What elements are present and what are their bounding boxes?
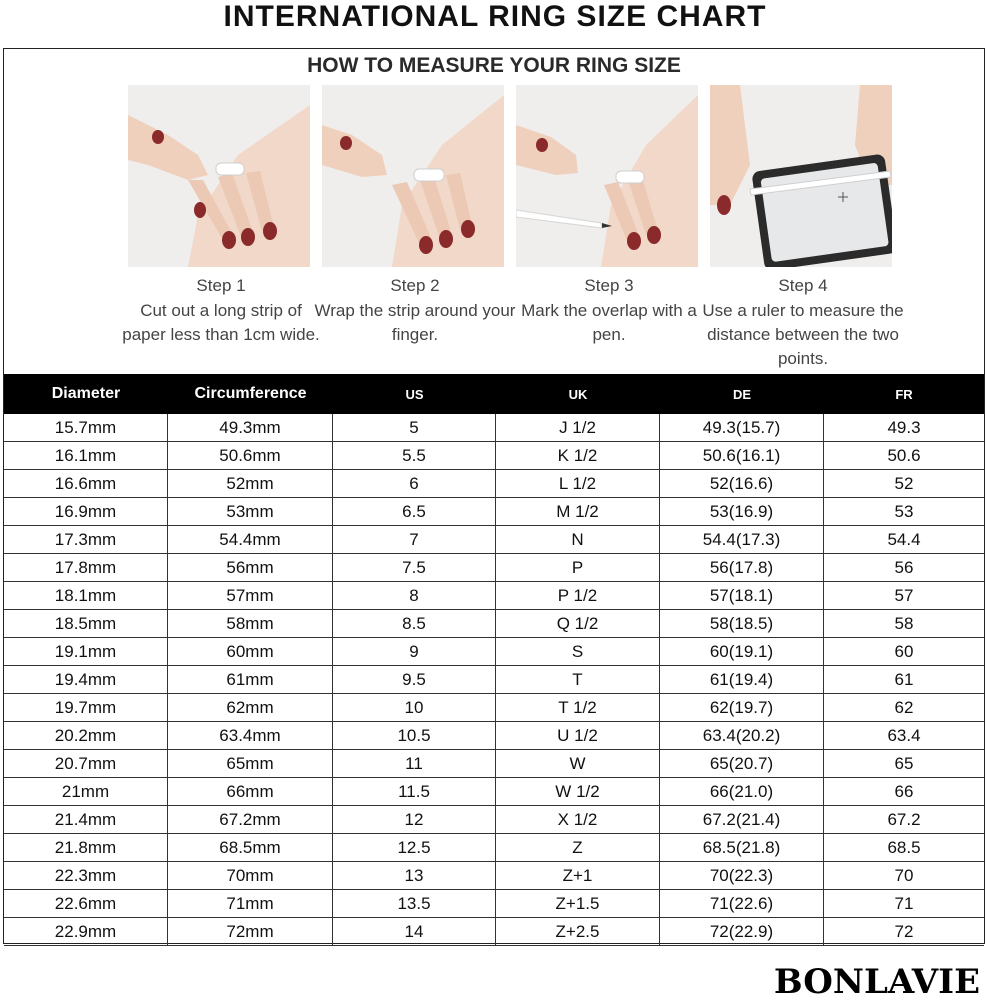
cell-uk: P 1/2 [496,582,660,609]
cell-fr: 70 [894,865,914,885]
cell-fr: 49.3 [887,417,921,437]
table-row [4,890,984,918]
header-diameter: Diameter [51,385,121,402]
cell-us: 9.5 [333,666,496,693]
step-3-description: Mark the overlap with a pen. [521,301,697,344]
cell-fr: 52 [894,473,914,493]
table-row [4,722,984,750]
cell-diameter: 17.3mm [4,526,168,553]
cell-circumference: 72mm [168,918,333,945]
cell-us: 5 [333,414,496,441]
cell-fr: 66 [894,781,914,801]
table-row [4,442,984,470]
table-row [4,918,984,946]
cell-uk: L 1/2 [496,470,660,497]
cell-de: 50.6(16.1) [660,442,824,469]
cell-circumference: 61mm [168,666,333,693]
cell-de: 62(19.7) [660,694,824,721]
cell-us: 8.5 [333,610,496,637]
cell-diameter: 21.4mm [4,806,168,833]
cell-uk: Q 1/2 [496,610,660,637]
cell-uk: Z+2.5 [496,918,660,945]
cell-fr: 63.4 [887,725,921,745]
header-us: US [405,386,424,402]
cell-uk: X 1/2 [496,806,660,833]
cell-us: 14 [333,918,496,945]
cell-de: 67.2(21.4) [660,806,824,833]
cell-circumference: 56mm [168,554,333,581]
cell-fr: 68.5 [887,837,921,857]
cell-fr: 72 [894,921,914,941]
cell-de: 71(22.6) [660,890,824,917]
cell-uk: J 1/2 [496,414,660,441]
cell-de: 66(21.0) [660,778,824,805]
cell-us: 12.5 [333,834,496,861]
cell-uk: Z+1.5 [496,890,660,917]
cell-de: 70(22.3) [660,862,824,889]
cell-us: 13.5 [333,890,496,917]
cell-diameter: 20.7mm [4,750,168,777]
cell-de: 63.4(20.2) [660,722,824,749]
how-to-measure-section [4,49,984,374]
step-1-label: Step 1 [196,276,246,295]
step-4-description: Use a ruler to measure the distance between the two points. [702,301,904,368]
cell-us: 10.5 [333,722,496,749]
cell-diameter: 19.1mm [4,638,168,665]
cell-diameter: 19.7mm [4,694,168,721]
cell-uk: S [496,638,660,665]
cell-uk: N [496,526,660,553]
cell-de: 53(16.9) [660,498,824,525]
step-4-label: Step 4 [778,276,828,295]
cell-us: 7.5 [333,554,496,581]
cell-fr: 65 [894,753,914,773]
cell-diameter: 15.7mm [4,414,168,441]
cell-uk: U 1/2 [496,722,660,749]
cell-diameter: 20.2mm [4,722,168,749]
cell-circumference: 62mm [168,694,333,721]
measure-and-chart-frame [3,48,985,944]
steps-row [122,85,904,375]
cell-de: 65(20.7) [660,750,824,777]
step-3 [512,85,706,375]
cell-fr: 62 [894,697,914,717]
cell-circumference: 70mm [168,862,333,889]
cell-fr: 53 [894,501,914,521]
table-row [4,638,984,666]
cell-diameter: 17.8mm [4,554,168,581]
cell-fr: 60 [894,641,914,661]
cell-circumference: 60mm [168,638,333,665]
step-4-photo [710,85,892,267]
cell-fr: 67.2 [887,809,921,829]
cell-uk: Z [496,834,660,861]
cell-circumference: 58mm [168,610,333,637]
cell-circumference: 49.3mm [168,414,333,441]
cell-diameter: 18.1mm [4,582,168,609]
table-row [4,498,984,526]
cell-fr: 50.6 [887,445,921,465]
cell-circumference: 65mm [168,750,333,777]
cell-diameter: 16.9mm [4,498,168,525]
cell-circumference: 57mm [168,582,333,609]
cell-de: 72(22.9) [660,918,824,945]
cell-circumference: 71mm [168,890,333,917]
cell-us: 11.5 [333,778,496,805]
table-row [4,694,984,722]
cell-diameter: 22.3mm [4,862,168,889]
cell-us: 6.5 [333,498,496,525]
cell-diameter: 22.6mm [4,890,168,917]
step-2-description: Wrap the strip around your finger. [314,301,516,344]
cell-de: 60(19.1) [660,638,824,665]
table-row [4,778,984,806]
cell-fr: 57 [894,585,914,605]
cell-de: 58(18.5) [660,610,824,637]
cell-uk: W [496,750,660,777]
cell-us: 9 [333,638,496,665]
cell-de: 52(16.6) [660,470,824,497]
cell-diameter: 21mm [4,778,168,805]
cell-uk: K 1/2 [496,442,660,469]
cell-us: 6 [333,470,496,497]
cell-diameter: 16.1mm [4,442,168,469]
cell-diameter: 19.4mm [4,666,168,693]
cell-circumference: 50.6mm [168,442,333,469]
step-2 [314,85,516,375]
step-1 [124,85,318,375]
step-1-description: Cut out a long strip of paper less than 1cm wide. [122,301,320,344]
table-row [4,806,984,834]
cell-circumference: 68.5mm [168,834,333,861]
table-row [4,862,984,890]
header-circumference: Circumference [194,385,307,402]
cell-diameter: 22.9mm [4,918,168,945]
header-de: DE [732,386,752,402]
cell-uk: T 1/2 [496,694,660,721]
table-header-row [4,374,984,414]
cell-us: 11 [333,750,496,777]
table-row [4,526,984,554]
table-row [4,750,984,778]
table-row [4,582,984,610]
cell-diameter: 21.8mm [4,834,168,861]
cell-circumference: 52mm [168,470,333,497]
cell-circumference: 54.4mm [168,526,333,553]
step-1-photo [128,85,310,267]
cell-fr: 54.4 [887,529,921,549]
step-2-label: Step 2 [390,276,440,295]
ring-size-table [4,374,984,946]
brand-logo: BONLAVIE [773,962,980,1002]
cell-fr: 56 [894,557,914,577]
cell-us: 5.5 [333,442,496,469]
cell-uk: M 1/2 [496,498,660,525]
table-body [4,414,984,946]
cell-circumference: 53mm [168,498,333,525]
cell-de: 57(18.1) [660,582,824,609]
cell-circumference: 66mm [168,778,333,805]
cell-us: 12 [333,806,496,833]
cell-uk: W 1/2 [496,778,660,805]
cell-us: 8 [333,582,496,609]
cell-diameter: 18.5mm [4,610,168,637]
cell-uk: P [496,554,660,581]
table-row [4,610,984,638]
step-4 [702,85,904,375]
step-3-label: Step 3 [584,276,634,295]
cell-uk: Z+1 [496,862,660,889]
cell-de: 68.5(21.8) [660,834,824,861]
table-row [4,414,984,442]
table-row [4,666,984,694]
cell-uk: T [496,666,660,693]
cell-fr: 58 [894,613,914,633]
cell-fr: 61 [894,669,914,689]
table-row [4,470,984,498]
cell-diameter: 16.6mm [4,470,168,497]
cell-circumference: 67.2mm [168,806,333,833]
cell-de: 61(19.4) [660,666,824,693]
table-row [4,554,984,582]
cell-fr: 71 [894,893,914,913]
how-to-measure-title: HOW TO MEASURE YOUR RING SIZE [307,54,681,77]
cell-de: 54.4(17.3) [660,526,824,553]
header-fr: FR [895,386,913,402]
step-2-photo [322,85,504,267]
step-3-photo [516,85,698,267]
cell-de: 49.3(15.7) [660,414,824,441]
header-uk: UK [568,386,588,402]
cell-circumference: 63.4mm [168,722,333,749]
cell-us: 13 [333,862,496,889]
cell-us: 10 [333,694,496,721]
cell-de: 56(17.8) [660,554,824,581]
cell-us: 7 [333,526,496,553]
table-row [4,834,984,862]
page-title: INTERNATIONAL RING SIZE CHART [223,0,767,33]
